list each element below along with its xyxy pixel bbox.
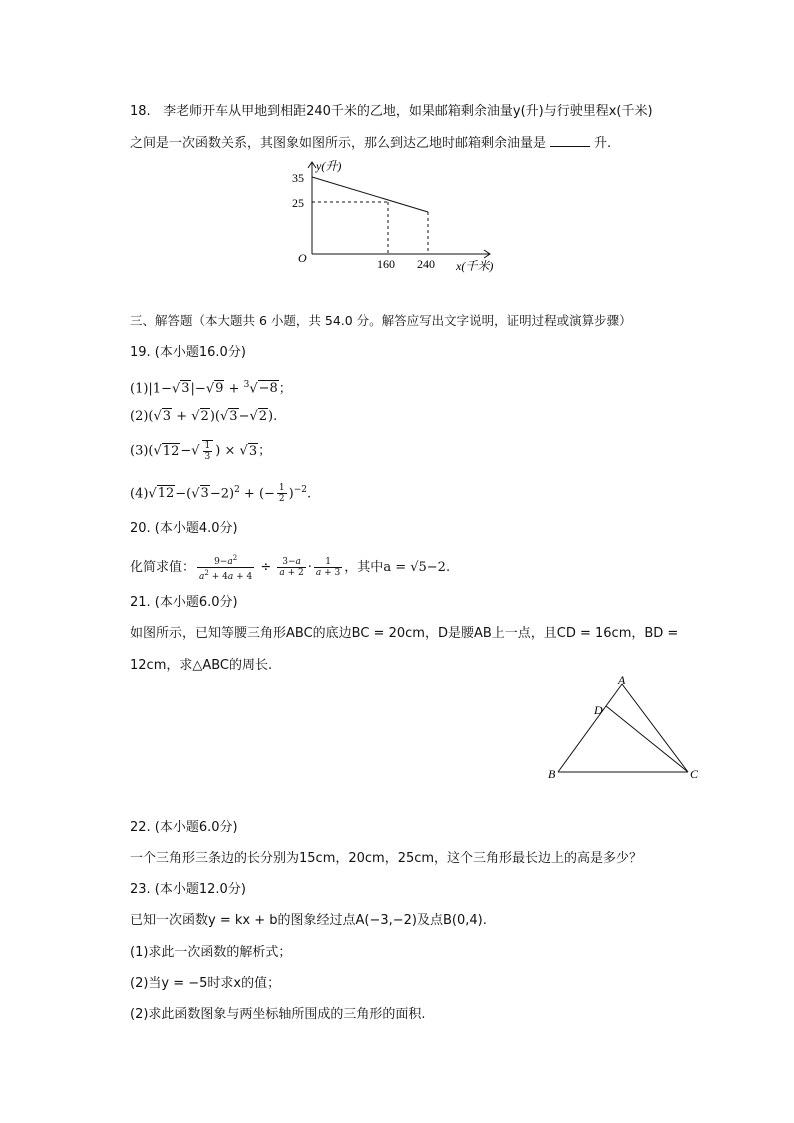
q18-line1 [130,103,653,121]
segment-cd [606,706,688,772]
q18-line2 [130,134,611,153]
q22-text: 一个三角形三条边的长分别为15cm，20cm，25cm，这个三角形最长边上的高是多少？ [130,851,643,866]
q20-suffix: ，其中 [344,560,384,575]
q18-number: 18. [130,104,151,119]
q22-header: 22. (本小题6.0分) [130,820,238,835]
q18-graph [290,152,510,277]
x-tick-160: 160 [377,257,395,271]
point-d: D [594,703,603,717]
q21-header: 21. (本小题6.0分) [130,595,238,610]
q23-header: 23. (本小题12.0分) [130,882,246,897]
y-tick-25: 25 [292,196,304,210]
q18-text-line1: 李老师开车从甲地到相距240千米的乙地，如果邮箱剩余油量y(升)与行驶里程x(千米) [163,104,653,119]
q21-triangle-figure [540,672,710,787]
q20-body: 化简求值： $\frac{9-a^2}{a^2 + 4a + 4}$ ÷ $\frac{3-a}{a + 2}$ · $\frac{1}{a + 3}$ ，其中a = √5−2. [130,554,451,582]
q23-part3: (2)求此函数图象与两坐标轴所围成的三角形的面积. [130,1007,426,1022]
origin-label: O [298,251,307,265]
side-ab [558,684,622,772]
q19-part4: $(4)√12-(√3-2)^2$ + (− $\frac{1}{2}$ )$^{-2}$. [130,483,312,505]
q19-part3: (3)(√12−√ $\frac{1}{3}$ ) × √3； [130,441,272,462]
q21-line1: 如图所示，已知等腰三角形ABC的底边BC = 20cm，D是腰AB上一点，且CD = 16cm，BD = [130,626,679,641]
q23-part1: (1)求此一次函数的解析式； [130,945,292,960]
y-tick-35: 35 [292,171,304,185]
q19-p2-label: (2) [130,409,149,424]
q20-header: 20. (本小题4.0分) [130,521,238,536]
q23-part2: (2)当y = −5时求x的值； [130,976,281,991]
q19-p3-label: (3) [130,443,149,459]
q19-p1-label: (1) [130,381,149,397]
q23-intro: 已知一次函数y = kx + b的图象经过点A(−3,−2)及点B(0,4). [130,913,487,928]
section3-title: 三、解答题（本大题共 6 小题，共 54.0 分。解答应写出文字说明，证明过程或演算步骤） [130,313,632,328]
q20-value: a = √5−2. [383,560,451,575]
y-axis-label: y(升) [316,159,342,173]
q19-part1: (1)|1−√3|−√9 + $^3$√−8； [130,380,292,397]
fuel-line [312,177,428,212]
q19-p4-label: (4) [130,486,149,502]
vertex-a: A [618,673,626,687]
vertex-c: C [690,767,699,781]
q21-line2: 12cm，求△ABC的周长. [130,658,273,673]
side-ac [622,684,688,772]
vertex-b: B [548,767,556,781]
answer-blank [550,134,590,147]
q19-part2: (2)(√3 + √2)(√3−√2). [130,409,278,424]
q20-prefix: 化简求值： [130,560,196,575]
x-axis-label: x(千米) [456,259,494,273]
q18-text-line2a: 之间是一次函数关系，其图象如图所示，那么到达乙地时邮箱剩余油量是 [130,136,547,151]
x-tick-240: 240 [417,257,435,271]
q19-header: 19. (本小题16.0分) [130,345,246,360]
q18-text-line2b: 升. [594,136,612,151]
